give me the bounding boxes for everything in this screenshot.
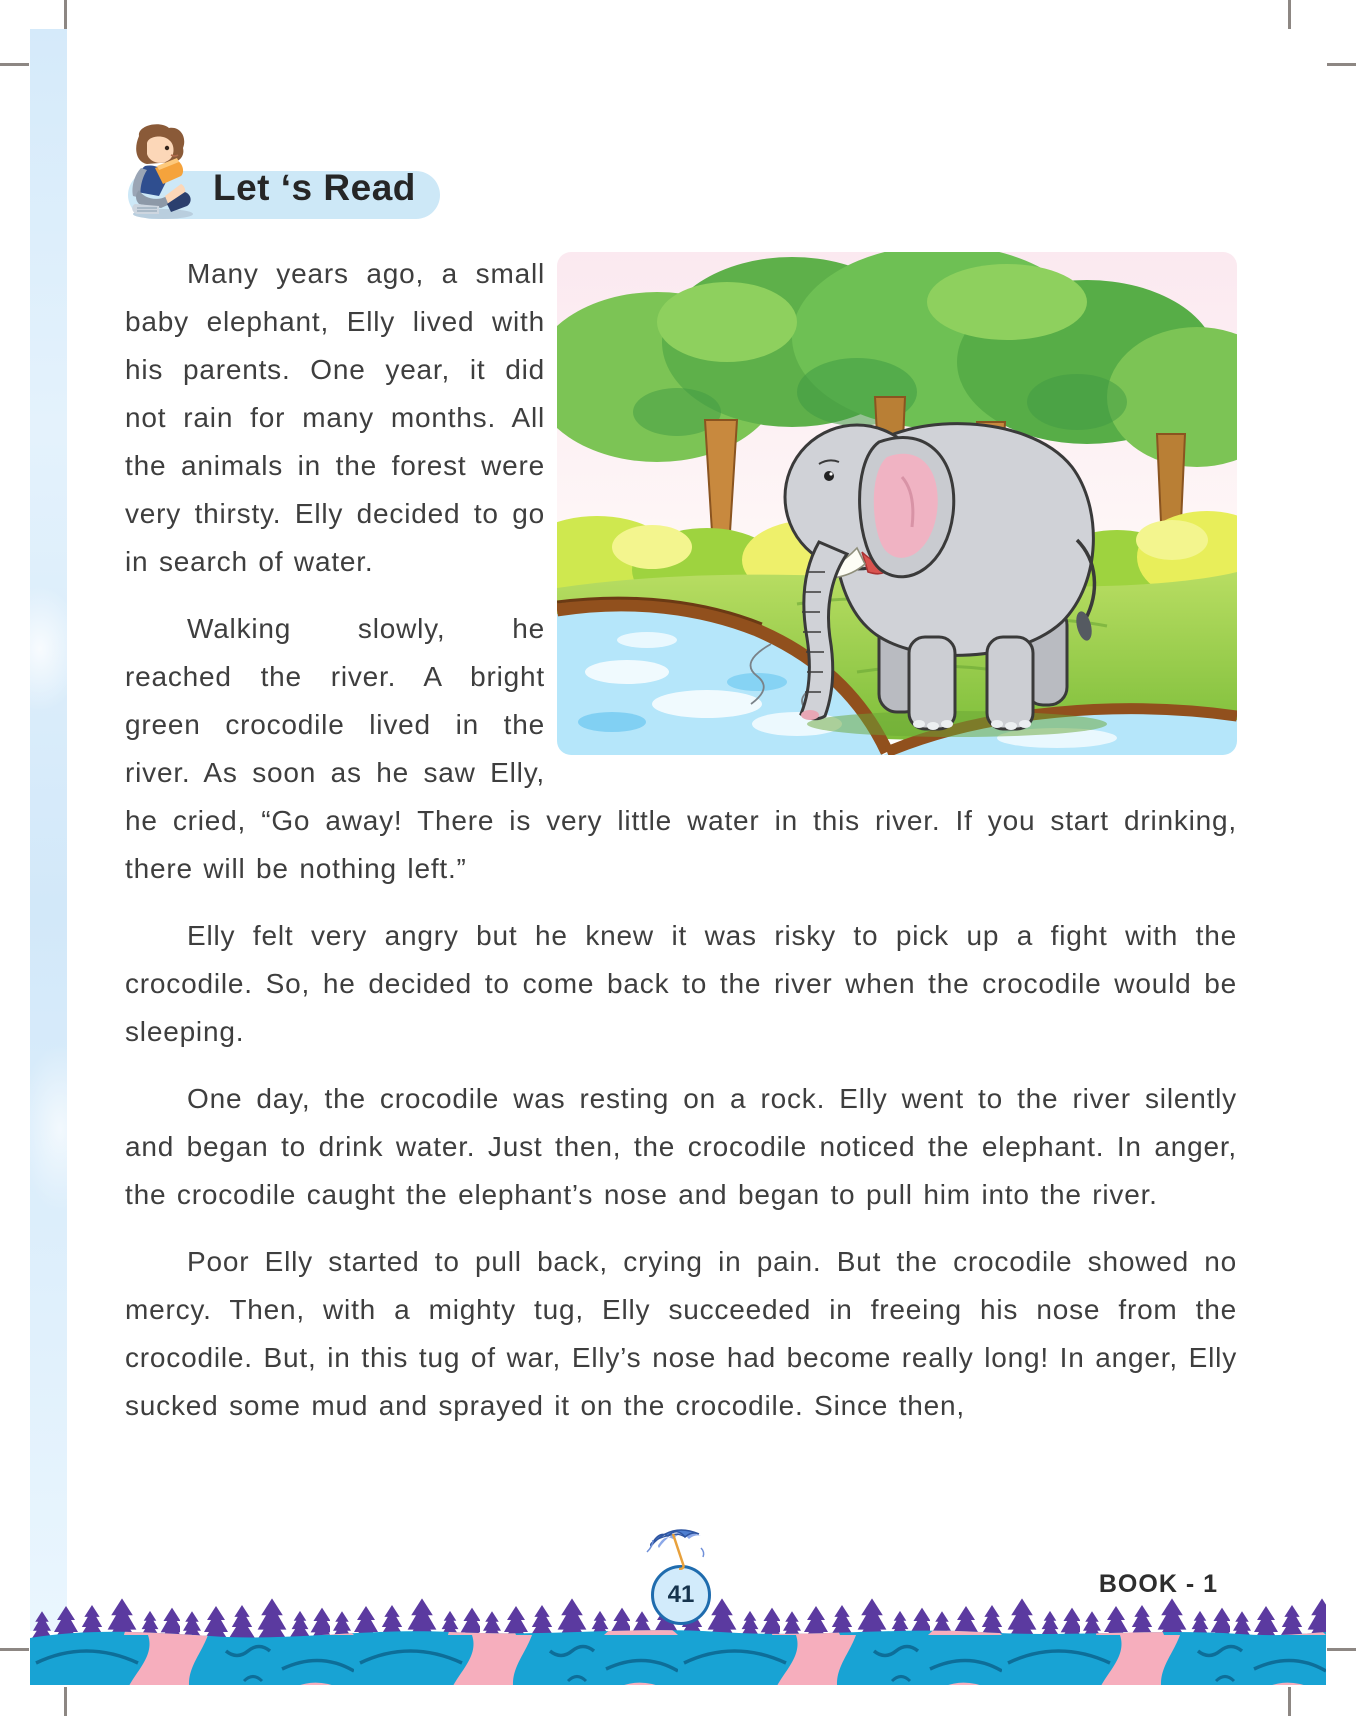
crop-mark-bottom-left-vertical — [64, 1687, 67, 1716]
story-illustration — [557, 252, 1237, 755]
crop-mark-top-left-vertical — [64, 0, 67, 29]
story-text-block — [125, 250, 1237, 1449]
story-paragraph-5: Poor Elly started to pull back, crying in pain. But the crocodile showed no mercy. Then, with a mighty tug, Elly succeeded in freeing his nose from the crocodile. But, in this tug of war, Elly’s nose had become really long! In anger, Elly sucked some mud and sprayed it on the crocodile. Since then, — [125, 1246, 1237, 1421]
book-label: BOOK - 1 — [1098, 1570, 1218, 1598]
page-title: Let ‘s Read — [213, 167, 416, 208]
crop-mark-bottom-right-vertical — [1288, 1687, 1291, 1716]
crop-mark-bottom-right-horizontal — [1327, 1648, 1356, 1651]
page-edge-sky-strip — [30, 29, 67, 1631]
story-paragraph-3: Elly felt very angry but he knew it was risky to pick up a fight with the crocodile. So, he decided to come back to the river when the crocodile would be sleeping. — [125, 920, 1237, 1047]
crop-mark-bottom-left-horizontal — [0, 1648, 29, 1651]
story-paragraph-4: One day, the crocodile was resting on a rock. Elly went to the river silently and began to drink water. Just then, the crocodile noticed the elephant. In anger, the crocodile caught the elephant’s nose and began to pull him into the river. — [125, 1083, 1237, 1210]
umbrella-icon — [645, 1522, 711, 1575]
story-paragraph-1: Many years ago, a small baby elephant, Elly lived with his parents. One year, it did not rain for many months. All the animals in the forest were very thirsty. Elly decided to go in search of water. — [125, 258, 545, 577]
crop-mark-top-left-horizontal — [0, 63, 29, 66]
page-number: 41 — [667, 1581, 695, 1608]
crop-mark-top-right-horizontal — [1327, 63, 1356, 66]
crop-mark-top-right-vertical — [1288, 0, 1291, 29]
story-paragraph-2: Walking slowly, he reached the river. A bright green crocodile lived in the river. As soon as he saw Elly, he cried, “Go away! There is very little water in this river. If you start drinking, there will be nothing left.” — [125, 613, 1237, 884]
boy-reading-icon — [125, 124, 197, 220]
